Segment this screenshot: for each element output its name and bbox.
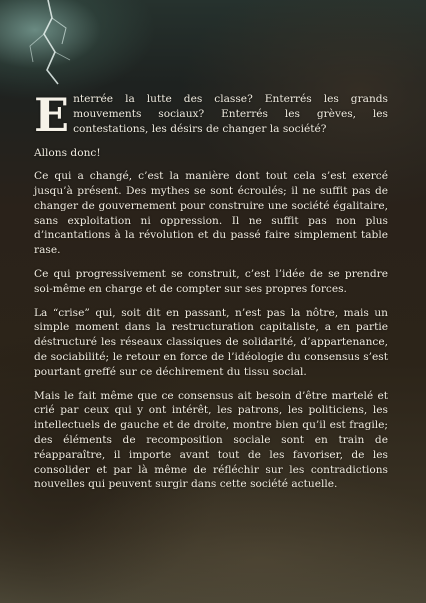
article-paragraph-5: La “crise” qui, soit dit en passant, n’est pas la nôtre, mais un simple moment dans la restructuration capitaliste, a en partie déstructuré les réseaux classiques de solidarité, d’appartenance, de sociabilité; le retour en force de l’idéologie du consensus s’est pourtant greffé sur ce déchirement du tissu social. <box>34 306 388 378</box>
article-paragraph-3: Ce qui a changé, c’est la manière dont tout cela s’est exercé jusqu’à présent. Des mythes se sont écroulés; il ne suffit pas de changer de gouvernement pour construire une société égalitaire, sans exploitation ni oppression. Il ne suffit pas non plus d’incantations à la révolution et du passé faire simplement table rase. <box>34 170 388 257</box>
drop-cap-letter: E <box>34 88 70 142</box>
article-paragraph-6: Mais le fait même que ce consensus ait besoin d’être martelé et crié par ceux qui y ont intérêt, les patrons, les politiciens, les intellectuels de gauche et de droite, montre bien qu’il est fragile; des éléments de recomposition sociale sont en train de réapparaître, il importe avant tout de les favoriser, de les consolider et par là même de réfléchir sur les contradictions nouvelles qui peuvent surgir dans cette société actuelle. <box>34 389 388 491</box>
article-paragraph-1-text: nterrée la lutte des classe? Enterrés les grands mouvements sociaux? Enterrés les grèves, les contestations, les désirs de changer la société? <box>73 93 388 135</box>
article-paragraph-1 <box>34 88 388 142</box>
article-paragraph-2: Allons donc! <box>34 147 101 160</box>
article-paragraph-4: Ce qui progressivement se construit, c’est l’idée de se prendre soi-même en charge et de compter sur ses propres forces. <box>34 267 388 295</box>
article-text <box>34 88 388 501</box>
